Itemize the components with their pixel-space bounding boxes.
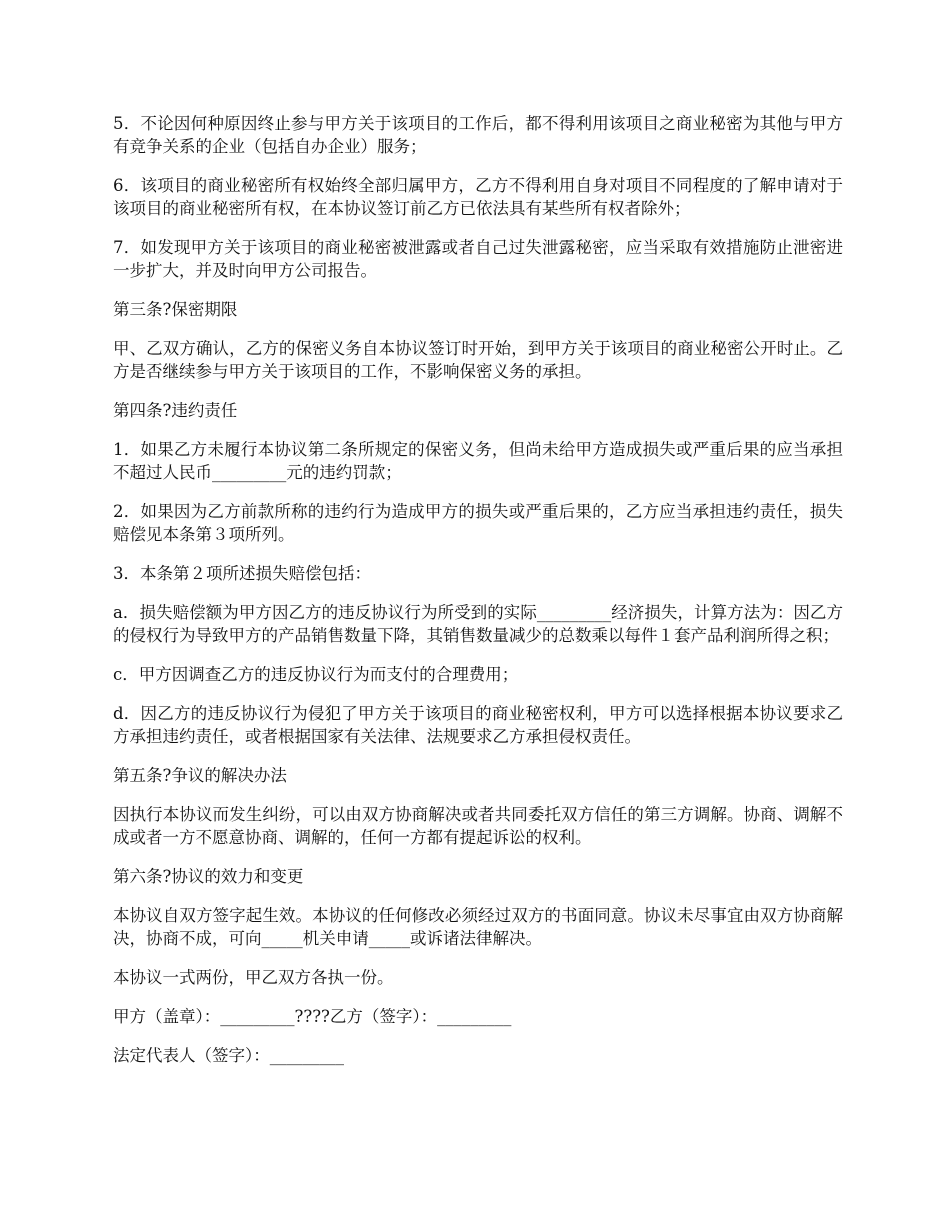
liability-item-3: 3．本条第２项所述损失赔偿包括： xyxy=(113,564,371,583)
article-3-heading: 第三条?保密期限 xyxy=(113,300,238,319)
signature-line-legal-rep: 法定代表人（签字）：_________ xyxy=(113,1046,344,1065)
liability-item-1: 1．如果乙方未履行本协议第二条所规定的保密义务，但尚未给甲方造成损失或严重后果的应当承担不超过人民币_________元的违约罚款； xyxy=(113,440,843,482)
liability-item-2: 2．如果因为乙方前款所称的违约行为造成甲方的损失或严重后果的，乙方应当承担违约责任，损失赔偿见本条第３项所列。 xyxy=(113,502,843,544)
article-5-heading: 第五条?争议的解决办法 xyxy=(113,766,287,785)
signature-line-parties: 甲方（盖章）：_________????乙方（签字）：_________ xyxy=(113,1007,512,1026)
clause-item-5: 5．不论因何种原因终止参与甲方关于该项目的工作后，都不得利用该项目之商业秘密为其他与甲方有竞争关系的企业（包括自办企业）服务； xyxy=(113,114,843,156)
article-4-heading: 第四条?违约责任 xyxy=(113,401,238,420)
article-6-heading: 第六条?协议的效力和变更 xyxy=(113,867,304,886)
effectiveness-text: 本协议自双方签字起生效。本协议的任何修改必须经过双方的书面同意。协议未尽事宜由双方协商解决，协商不成，可向_____机关申请_____或诉诸法律解决。 xyxy=(113,906,843,948)
damages-item-d: d．因乙方的违反协议行为侵犯了甲方关于该项目的商业秘密权利，甲方可以选择根据本协议要求乙方承担违约责任，或者根据国家有关法律、法规要求乙方承担侵权责任。 xyxy=(113,704,843,746)
dispute-resolution-text: 因执行本协议而发生纠纷，可以由双方协商解决或者共同委托双方信任的第三方调解。协商、调解不成或者一方不愿意协商、调解的，任何一方都有提起诉讼的权利。 xyxy=(113,805,843,847)
damages-item-a: a．损失赔偿额为甲方因乙方的违反协议行为所受到的实际_________经济损失，计算方法为：因乙方的侵权行为导致甲方的产品销售数量下降，其销售数量减少的总数乘以每件１套产品利润所得之积； xyxy=(113,603,843,645)
damages-item-c: c．甲方因调查乙方的违反协议行为而支付的合理费用； xyxy=(113,665,519,684)
confidentiality-period-text: 甲、乙双方确认，乙方的保密义务自本协议签订时开始，到甲方关于该项目的商业秘密公开时止。乙方是否继续参与甲方关于该项目的工作，不影响保密义务的承担。 xyxy=(113,339,843,381)
copies-statement: 本协议一式两份，甲乙双方各执一份。 xyxy=(113,968,394,987)
clause-item-6: 6．该项目的商业秘密所有权始终全部归属甲方，乙方不得利用自身对项目不同程度的了解申请对于该项目的商业秘密所有权，在本协议签订前乙方已依法具有某些所有权者除外； xyxy=(113,176,843,218)
clause-item-7: 7．如发现甲方关于该项目的商业秘密被泄露或者自己过失泄露秘密，应当采取有效措施防止泄密进一步扩大，并及时向甲方公司报告。 xyxy=(113,238,843,280)
document-body xyxy=(113,112,843,1083)
